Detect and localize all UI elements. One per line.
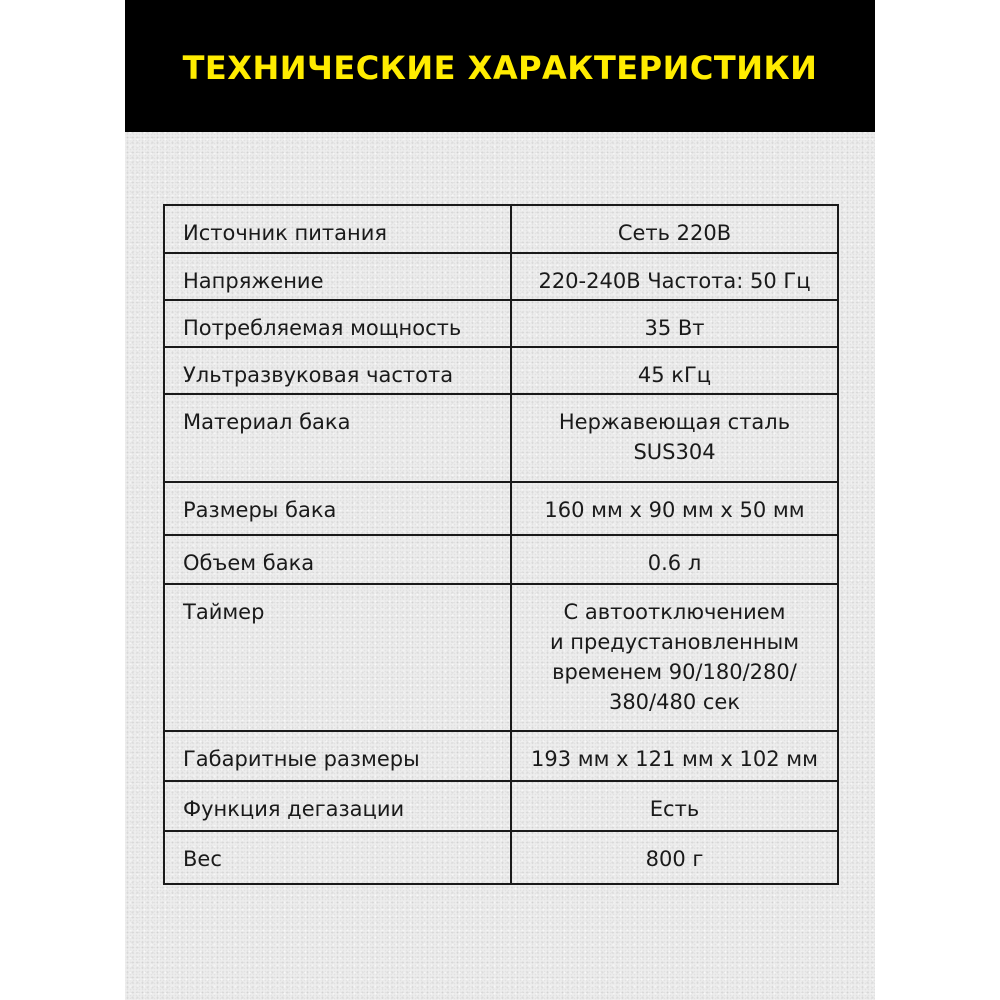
spec-value-line: 380/480 сек: [608, 690, 741, 714]
spec-label: Вес: [164, 831, 511, 884]
spec-label: Размеры бака: [164, 482, 511, 535]
spec-value: [511, 584, 838, 731]
spec-label: Материал бака: [164, 394, 511, 482]
spec-value: 35 Вт: [511, 300, 838, 347]
specs-table: [163, 204, 839, 885]
spec-value: 45 кГц: [511, 347, 838, 394]
spec-value-line: SUS304: [633, 440, 716, 464]
table-row: [164, 831, 838, 884]
table-row: [164, 394, 838, 482]
spec-label: Ультразвуковая частота: [164, 347, 511, 394]
table-row: [164, 781, 838, 831]
spec-value-line: временем 90/180/280/: [552, 660, 797, 684]
spec-value: [511, 394, 838, 482]
spec-label: Функция дегазации: [164, 781, 511, 831]
table-row: [164, 300, 838, 347]
table-row: [164, 253, 838, 300]
spec-label: Напряжение: [164, 253, 511, 300]
spec-label: Таймер: [164, 584, 511, 731]
spec-value: 160 мм х 90 мм х 50 мм: [511, 482, 838, 535]
spec-value: 220-240В Частота: 50 Гц: [511, 253, 838, 300]
spec-value: 800 г: [511, 831, 838, 884]
spec-value: 0.6 л: [511, 535, 838, 584]
spec-value: Сеть 220В: [511, 205, 838, 253]
spec-label: Источник питания: [164, 205, 511, 253]
spec-label: Объем бака: [164, 535, 511, 584]
table-row: [164, 482, 838, 535]
table-row: [164, 584, 838, 731]
page-title: ТЕХНИЧЕСКИЕ ХАРАКТЕРИСТИКИ: [182, 49, 818, 87]
spec-value: Есть: [511, 781, 838, 831]
spec-label: Потребляемая мощность: [164, 300, 511, 347]
spec-sheet-page: [125, 0, 875, 1000]
spec-value-line: и предустановленным: [549, 630, 800, 654]
spec-value-line: С автоотключением: [563, 600, 786, 624]
table-row: [164, 535, 838, 584]
table-row: [164, 347, 838, 394]
header-bar: [125, 0, 875, 132]
spec-label: Габаритные размеры: [164, 731, 511, 781]
table-row: [164, 205, 838, 253]
spec-value-line: Нержавеющая сталь: [558, 410, 791, 434]
spec-value: 193 мм х 121 мм х 102 мм: [511, 731, 838, 781]
table-row: [164, 731, 838, 781]
